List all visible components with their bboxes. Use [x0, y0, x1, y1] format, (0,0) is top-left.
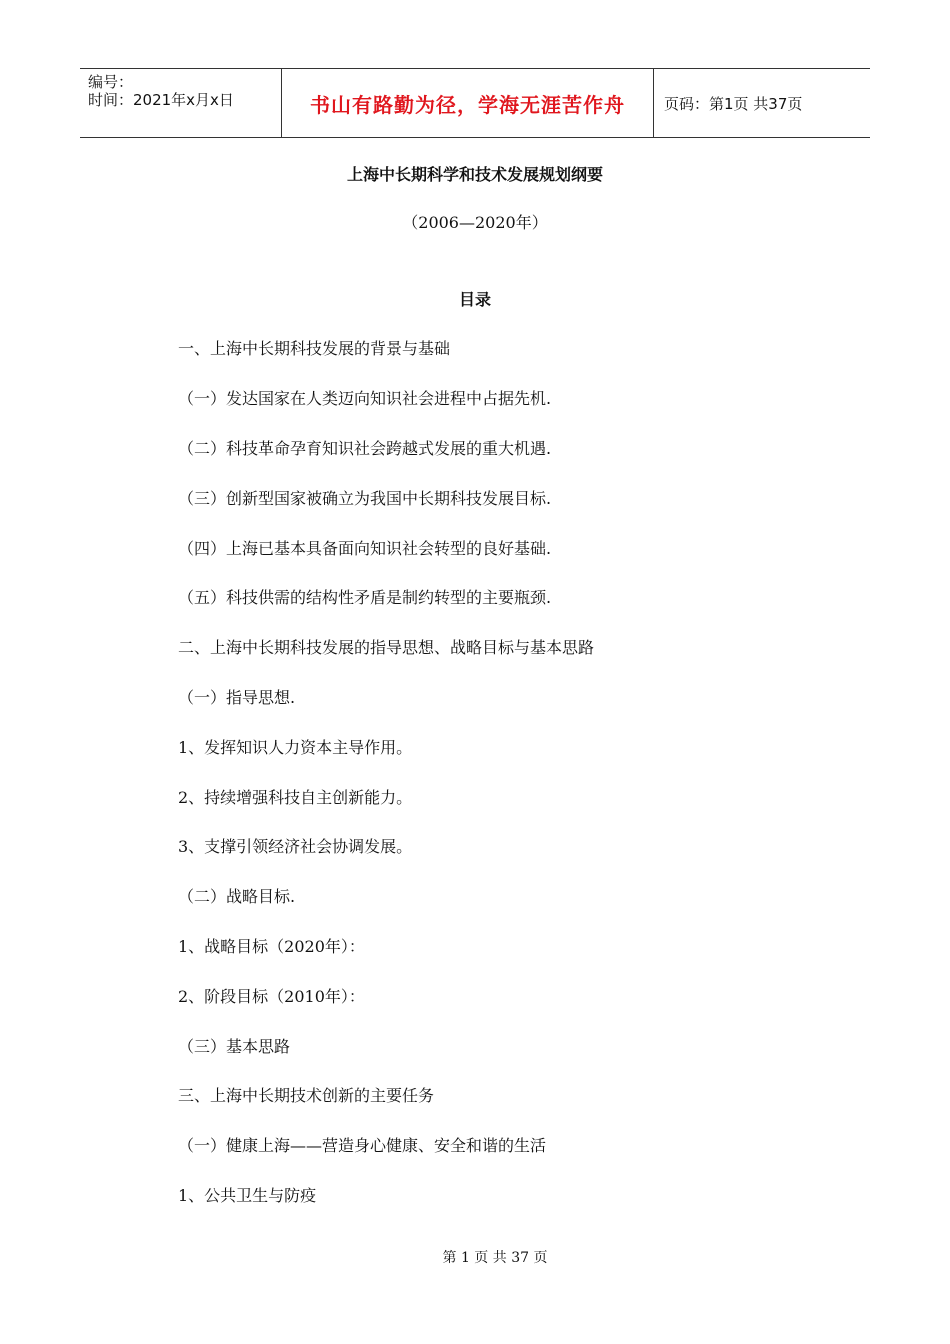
toc-item: （三）基本思路: [178, 1037, 291, 1056]
header-motto: 书山有路勤为径，学海无涯苦作舟: [282, 69, 654, 137]
toc-item: 3、支撑引领经济社会协调发展。: [178, 837, 413, 856]
toc-item: （四）上海已基本具备面向知识社会转型的良好基础.: [178, 539, 552, 558]
header-page-info: 页码：第1页 共37页: [664, 94, 803, 113]
page-footer: 第 1 页 共 37 页: [442, 1250, 548, 1266]
header-table: [80, 68, 870, 138]
document-title: 上海中长期科学和技术发展规划纲要: [346, 165, 603, 184]
toc-item: 2、持续增强科技自主创新能力。: [178, 788, 413, 807]
toc-item: （一）健康上海——营造身心健康、安全和谐的生活: [178, 1136, 547, 1155]
toc-item: （一）发达国家在人类迈向知识社会进程中占据先机.: [178, 389, 552, 408]
time-label: 时间：2021年x月x日: [88, 91, 234, 109]
toc-item: 1、发挥知识人力资本主导作用。: [178, 738, 413, 757]
toc-item: 1、战略目标（2020年）：: [178, 937, 365, 956]
document-subtitle: （2006—2020年）: [402, 213, 548, 232]
header-meta: [80, 69, 282, 137]
toc-item: （二）战略目标.: [178, 887, 296, 906]
number-label: 编号：: [88, 73, 134, 91]
toc-item: （三）创新型国家被确立为我国中长期科技发展目标.: [178, 489, 552, 508]
toc-item: （一）指导思想.: [178, 688, 296, 707]
toc-item: 一、上海中长期科技发展的背景与基础: [178, 339, 451, 358]
toc-item: （二）科技革命孕育知识社会跨越式发展的重大机遇.: [178, 439, 552, 458]
toc-heading: 目录: [458, 290, 491, 309]
toc-item: 2、阶段目标（2010年）：: [178, 987, 365, 1006]
toc-item: 1、公共卫生与防疫: [178, 1186, 317, 1205]
toc-item: 二、上海中长期科技发展的指导思想、战略目标与基本思路: [178, 638, 595, 657]
toc-item: 三、上海中长期技术创新的主要任务: [178, 1086, 435, 1105]
toc-item: （五）科技供需的结构性矛盾是制约转型的主要瓶颈.: [178, 588, 552, 607]
